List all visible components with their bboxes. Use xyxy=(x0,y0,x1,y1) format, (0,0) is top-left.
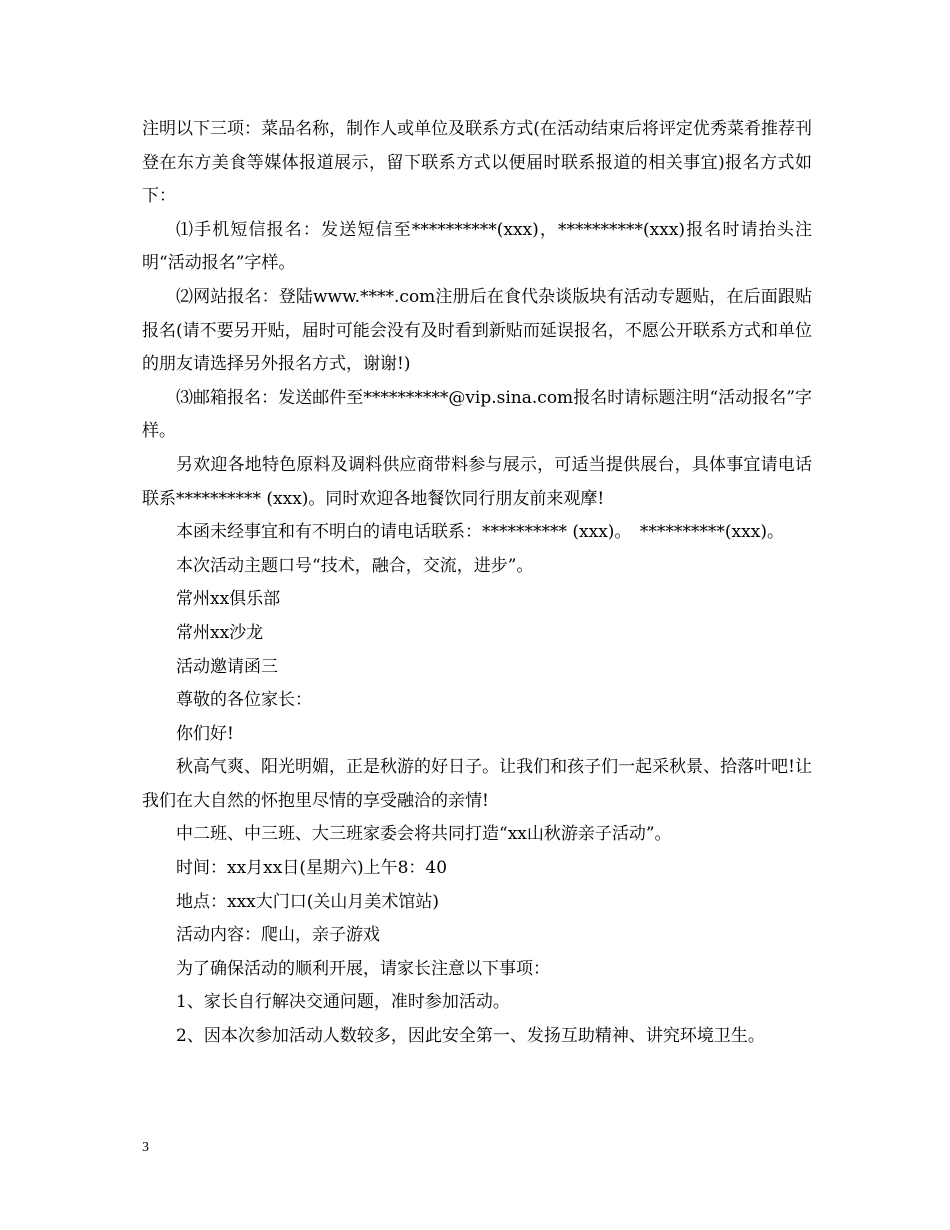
paragraph-6: 本函未经事宜和有不明白的请电话联系：********** (xxx)。 **********(xxx)。 xyxy=(176,522,784,543)
paragraph-14: 中二班、中三班、大三班家委会将共同打造“xx山秋游亲子活动”。 xyxy=(176,824,672,845)
paragraph-8: 常州xx俱乐部 xyxy=(176,589,281,610)
paragraph-17: 活动内容：爬山，亲子游戏 xyxy=(176,925,380,946)
page-number: 3 xyxy=(142,1140,149,1155)
paragraph-20: 2、因本次参加活动人数较多，因此安全第一、发扬互助精神、讲究环境卫生。 xyxy=(176,1026,765,1047)
paragraph-10: 活动邀请函三 xyxy=(176,656,278,677)
paragraph-16: 地点：xxx大门口(关山月美术馆站) xyxy=(176,891,440,912)
paragraph-4: ⑶邮箱报名：发送邮件至**********@vip.sina.com报名时请标题注明“活动报名”字样。 xyxy=(142,387,812,442)
paragraph-1: 注明以下三项：菜品名称，制作人或单位及联系方式(在活动结束后将评定优秀菜肴推荐刊登在东方美食等媒体报道展示，留下联系方式以便届时联系报道的相关事宜)报名方式如下： xyxy=(142,119,812,207)
paragraph-3: ⑵网站报名：登陆www.****.com注册后在食代杂谈版块有活动专题贴，在后面跟贴报名(请不要另开贴，届时可能会没有及时看到新贴而延误报名，不愿公开联系方式和单位的朋友请选择另外报名方式，谢谢!) xyxy=(142,286,812,375)
paragraph-9: 常州xx沙龙 xyxy=(176,622,264,643)
paragraph-15: 时间：xx月xx日(星期六)上午8：40 xyxy=(176,858,448,879)
paragraph-7: 本次活动主题口号“技术，融合，交流，进步”。 xyxy=(176,555,534,576)
paragraph-12: 你们好! xyxy=(176,723,234,744)
paragraph-11: 尊敬的各位家长： xyxy=(176,690,312,711)
paragraph-5: 另欢迎各地特色原料及调料供应商带料参与展示，可适当提供展台，具体事宜请电话联系********** (xxx)。同时欢迎各地餐饮同行朋友前来观摩! xyxy=(142,454,812,509)
paragraph-19: 1、家长自行解决交通问题，准时参加活动。 xyxy=(176,992,510,1013)
paragraph-13: 秋高气爽、阳光明媚，正是秋游的好日子。让我们和孩子们一起采秋景、拾落叶吧!让我们在大自然的怀抱里尽情的享受融洽的亲情! xyxy=(142,757,812,811)
paragraph-2: ⑴手机短信报名：发送短信至**********(xxx)，**********(xxx)报名时请抬头注明“活动报名”字样。 xyxy=(142,219,812,274)
document-body xyxy=(142,113,812,1054)
paragraph-18: 为了确保活动的顺利开展，请家长注意以下事项： xyxy=(176,958,550,979)
